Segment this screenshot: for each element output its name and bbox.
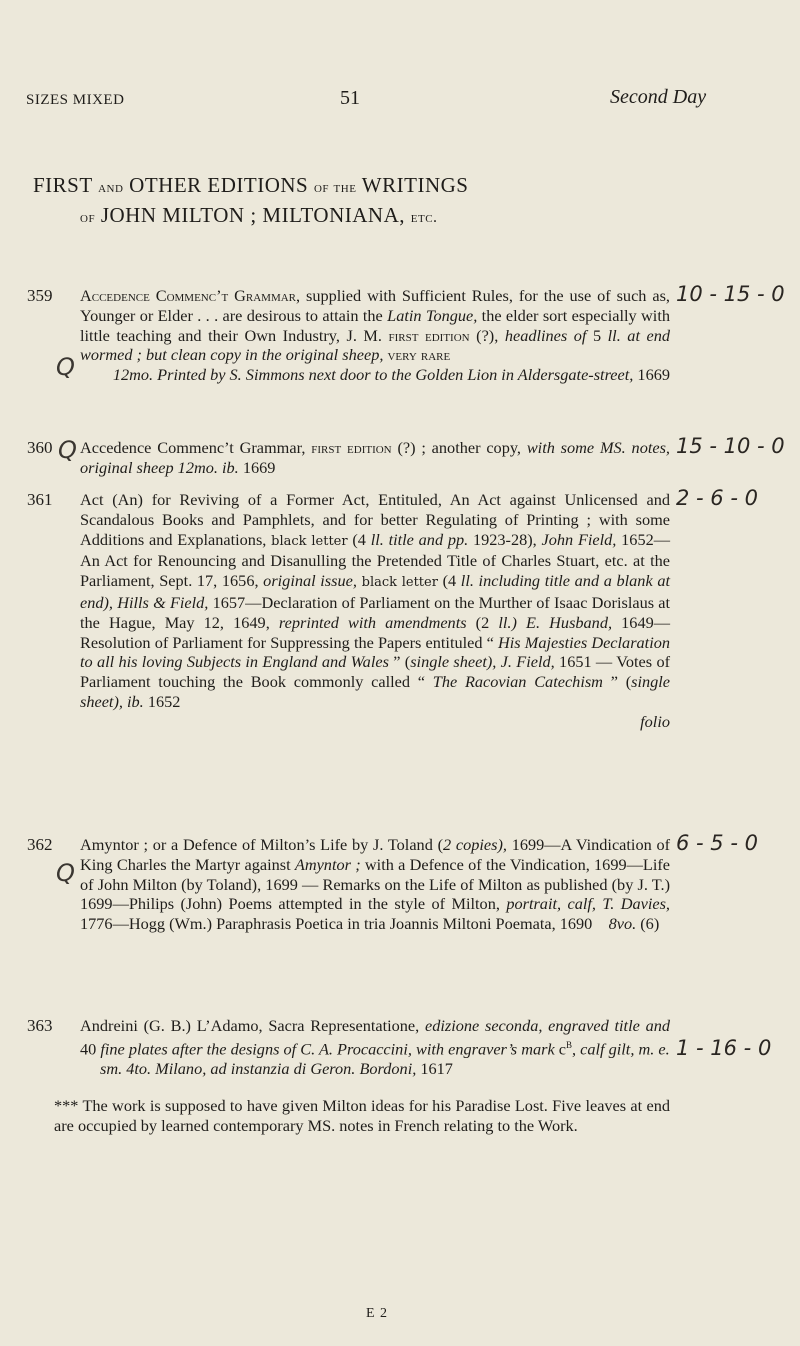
lot-note: *** The work is supposed to have given Milton ideas for his Paradise Lost. Five leaves at end are occupied by learned contemporary MS. notes in French relating to the Work.: [54, 1096, 670, 1135]
lot-description: Act (An) for Reviving of a Former Act, Entituled, An Act against Unlicensed and Scandalous Books and Pamphlets, and for better Regulating of Printing ; with some Additions and Explanations, black letter (4 ll. title and pp. 1923-28), John Field, 1652—An Act for Renouncing and Disanulling the Pretended Title of Charles Stuart, etc. at the Parliament, Sept. 17, 1656, original issue, black letter (4 ll. including title and a blank at end), Hills & Field, 1657—Declaration of Parliament on the Murther of Isaac Dorislaus at the Hague, May 12, 1649, reprinted with amendments (2 ll.) E. Husband, 1649—Resolution of Parliament for Suppressing the Papers entituled “ His Majesties Declaration to all his loving Subjects in England and Wales ” (single sheet), J. Field, 1651 — Votes of Parliament touching the Book commonly called “ The Racovian Catechism ” (single sheet), ib. 1652 folio: [80, 490, 671, 731]
lot-description: Amyntor ; or a Defence of Milton’s Life by J. Toland (2 copies), 1699—A Vindication of King Charles the Martyr against Amyntor ; with a Defence of the Vindication, 1699—Life of John Milton (by Toland), 1699 — Remarks on the Life of Milton as published (by J. T.) 1699—Philips (John) Poems attempted in the style of Milton, portrait, calf, T. Davies, 1776—Hogg (Wm.) Paraphrasis Poetica in tria Joannis Miltoni Poemata, 1690 8vo. (6): [80, 835, 671, 934]
lot-number: 359: [27, 286, 53, 305]
section-title-line-2: of JOHN MILTON ; MILTONIANA, etc.: [80, 203, 438, 227]
price-annotation: 1 - 16 - 0: [676, 1036, 772, 1060]
handwritten-mark: Q: [56, 859, 75, 887]
signature-mark: E 2: [366, 1306, 389, 1321]
lot-description: Accedence Commenc’t Grammar, first edition (?) ; another copy, with some MS. notes, original sheep 12mo. ib. 1669: [80, 438, 670, 477]
lot-description: Andreini (G. B.) L’Adamo, Sacra Representatione, edizione seconda, engraved title and 40 fine plates after the designs of C. A. Procaccini, with engraver’s mark $c^B$, calf gilt, m. e. sm. 4to. Milano, ad instanzia di Geron. Bordoni, 1617: [80, 1016, 670, 1079]
handwritten-mark: Q: [56, 353, 75, 381]
running-head-right: Second Day: [610, 86, 707, 108]
handwritten-mark: Q: [58, 436, 77, 464]
lot-number: 361: [27, 490, 53, 509]
running-head-left: SIZES MIXED: [26, 92, 125, 108]
lot-number: 360: [27, 438, 53, 457]
price-annotation: 6 - 5 - 0: [676, 831, 758, 855]
lot-description: Accedence Commenc’t Grammar, supplied with Sufficient Rules, for the use of such as, Younger or Elder . . . are desirous to attain the Latin Tongue, the elder sort especially with little teaching and their Own Industry, J. M. first edition (?), headlines of 5 ll. at end wormed ; but clean copy in the original sheep, very rare 12mo. Printed by S. Simmons next door to the Golden Lion in Aldersgate-street, 1669: [80, 286, 671, 385]
page-number: 51: [340, 87, 360, 109]
price-annotation: 2 - 6 - 0: [676, 486, 758, 510]
lot-number: 363: [27, 1016, 53, 1035]
price-annotation: 10 - 15 - 0: [676, 282, 785, 306]
asterism: ***: [54, 1096, 83, 1115]
section-title-line-1: FIRST and OTHER EDITIONS of the WRITINGS: [33, 173, 469, 197]
lot-number: 362: [27, 835, 53, 854]
price-annotation: 15 - 10 - 0: [676, 434, 785, 458]
